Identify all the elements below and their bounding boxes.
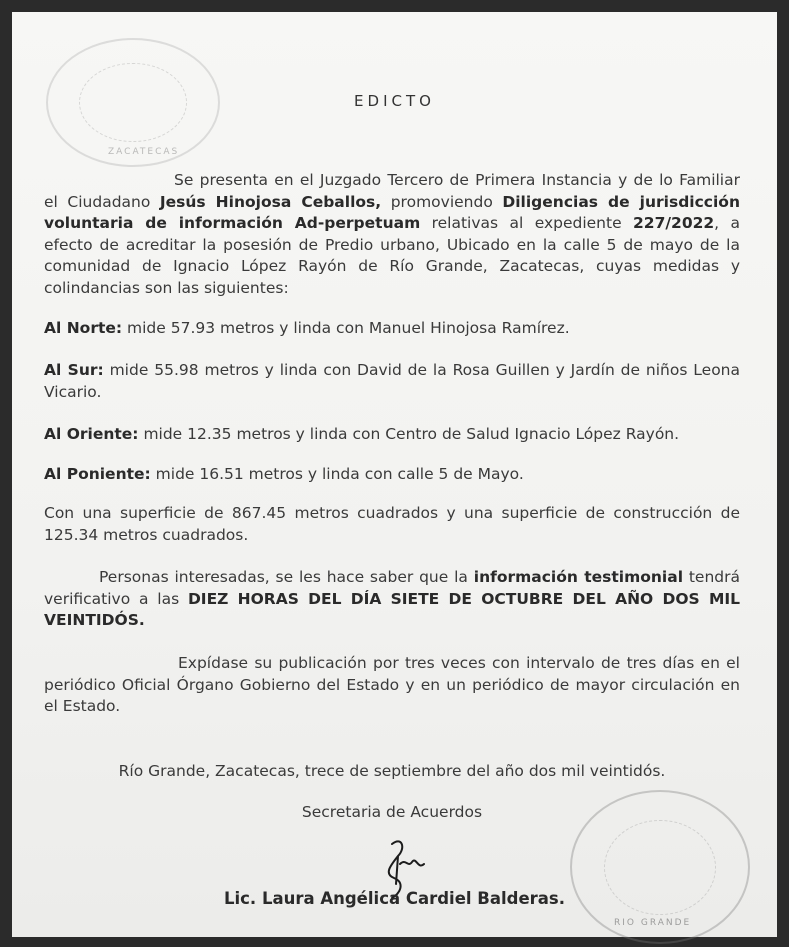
bound-text: mide 55.98 metros y linda con David de la Rosa Guillen y Jardín de niños Leona Vicario. bbox=[44, 361, 740, 401]
intro-text-4: , a efecto de acreditar la posesión de Predio urbano, Ubicado en la calle 5 de mayo de la comunidad de Ignacio López Rayón de Río Grande, Zacatecas, cuyas medidas y colindancias son las siguientes: bbox=[44, 214, 740, 297]
bound-text: mide 12.35 metros y linda con Centro de Salud Ignacio López Rayón. bbox=[138, 425, 680, 443]
case-number: 227/2022 bbox=[633, 214, 715, 232]
diligencias-title: Diligencias de jurisdicción voluntaria de información Ad-perpetuam bbox=[44, 192, 740, 232]
interested-paragraph bbox=[44, 567, 740, 632]
bound-south bbox=[44, 360, 740, 403]
bound-text: mide 16.51 metros y linda con calle 5 de Mayo. bbox=[150, 465, 524, 483]
intro-text-1: Se presenta en el Juzgado Tercero de Primera Instancia y de lo Familiar el Ciudadano bbox=[44, 171, 740, 211]
intro-text-3: relativas al expediente bbox=[420, 214, 634, 232]
bound-label: Al Norte: bbox=[44, 319, 123, 337]
seal-bottom-text: RIO GRANDE bbox=[614, 918, 692, 928]
surface-paragraph: Con una superficie de 867.45 metros cuadrados y una superficie de construcción de 125.34 metros cuadrados. bbox=[44, 504, 740, 544]
bound-west bbox=[44, 464, 740, 486]
testimonial-info: información testimonial bbox=[473, 568, 684, 586]
applicant-name: Jesús Hinojosa Ceballos, bbox=[159, 192, 382, 211]
bound-east bbox=[44, 424, 740, 446]
seal-top-text: ZACATECAS bbox=[108, 147, 180, 157]
hearing-date: DIEZ HORAS DEL DÍA SIETE DE OCTUBRE DEL AÑO DOS MIL VEINTIDÓS. bbox=[44, 589, 741, 629]
bound-label: Al Oriente: bbox=[44, 425, 139, 443]
document-title: EDICTO bbox=[354, 92, 435, 110]
place-date: Río Grande, Zacatecas, trece de septiembre del año dos mil veintidós. bbox=[118, 762, 666, 780]
document-page bbox=[12, 12, 777, 937]
court-stamp bbox=[570, 790, 750, 944]
intro-paragraph bbox=[44, 170, 740, 299]
bound-north bbox=[44, 318, 740, 340]
interested-text-1: Personas interesadas, se les hace saber que la bbox=[99, 568, 474, 586]
signer-name: Lic. Laura Angélica Cardiel Balderas. bbox=[223, 889, 566, 908]
interested-text-2: tendrá verificativo a las bbox=[44, 568, 740, 608]
bound-text: mide 57.93 metros y linda con Manuel Hinojosa Ramírez. bbox=[122, 319, 570, 337]
signer-role: Secretaria de Acuerdos bbox=[301, 803, 483, 821]
bound-label: Al Sur: bbox=[44, 361, 104, 379]
intro-text-2: promoviendo bbox=[381, 192, 503, 211]
bound-label: Al Poniente: bbox=[44, 465, 151, 483]
publication-paragraph: Expídase su publicación por tres veces con intervalo de tres días en el periódico Oficial Órgano Gobierno del Estado y en un periódico de mayor circulación en el Estado. bbox=[44, 654, 740, 715]
